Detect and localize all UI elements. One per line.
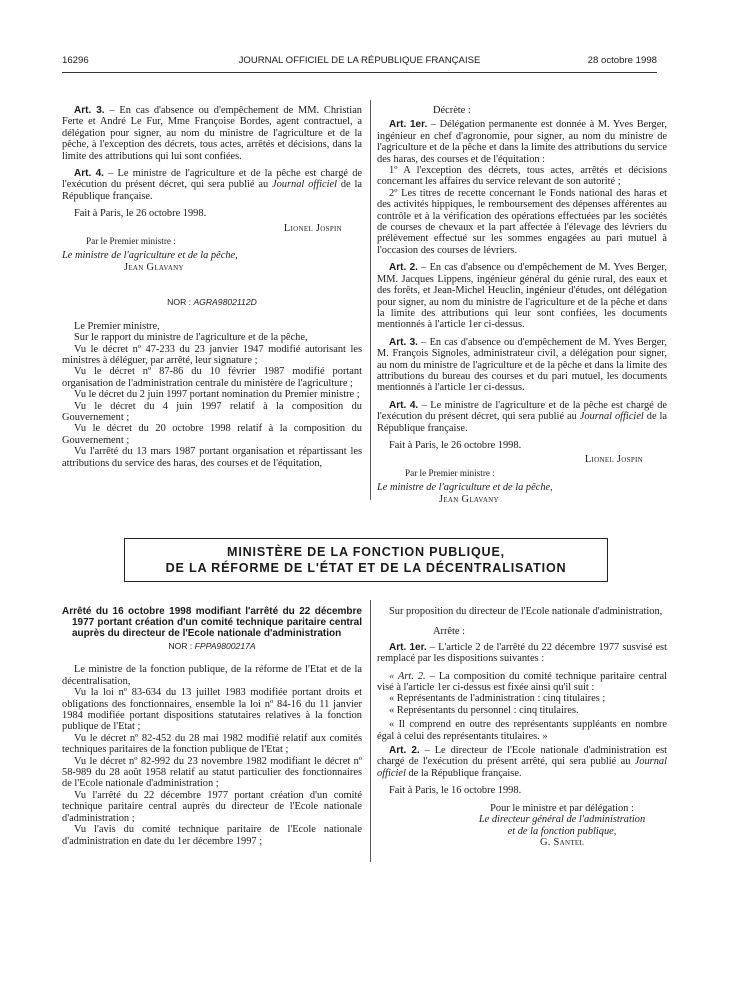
arrete: Arrête :: [433, 626, 466, 638]
preamble-item: Vu le décret nº 82-452 du 28 mai 1982 modifié relatif aux comités techniques paritaires de la fonction publique de l'Etat ;: [62, 732, 362, 756]
header-rule: [62, 72, 657, 73]
item-1: 1º A l'exception des décrets, tous actes, arrêtés et décisions concernant les affaires du service relevant de son autorité ;: [377, 165, 667, 188]
lower-right-column: [377, 606, 667, 848]
preamble-item: Vu le décret du 4 juin 1997 relatif à la composition du Gouvernement ;: [62, 400, 362, 423]
journal-title: JOURNAL OFFICIEL DE LA RÉPUBLIQUE FRANÇAISE: [238, 55, 481, 66]
fait-a-paris: Fait à Paris, le 26 octobre 1998.: [74, 208, 207, 220]
signatory: Lionel Jospin: [584, 454, 643, 466]
preamble-item: Vu le décret nº 47-233 du 23 janvier 1947 modifié autorisant les ministres à déléguer, par arrêté, leur signature ;: [62, 343, 362, 366]
preamble-item: Vu la loi nº 83-634 du 13 juillet 1983 modifiée portant droits et obligations des fonctionnaires, ensemble la loi nº 84-16 du 11 janvier 1984 modifiée portant dispositions statutaires relatives à la fonction publique de l'Etat ;: [62, 687, 362, 733]
ministry-heading-box: [124, 538, 608, 582]
preamble: [62, 664, 362, 847]
quoted-staff-representatives: « Représentants du personnel : cinq titulaires.: [389, 704, 579, 716]
par-le-premier-ministre: Par le Premier ministre :: [405, 467, 495, 478]
decrete: Décrète :: [433, 105, 471, 116]
article-1: Art. 1er. – L'article 2 de l'arrêté du 22 décembre 1977 susvisé est remplacé par les dispositions suivantes :: [377, 641, 667, 665]
ministry-heading-line-2: DE LA RÉFORME DE L'ÉTAT ET DE LA DÉCENTRALISATION: [165, 561, 567, 575]
preamble-item: Vu l'arrêté du 13 mars 1987 portant organisation et répartissant les attributions du service des haras, des courses et de l'équitation,: [62, 446, 362, 469]
director-title-line-2: et de la fonction publique,: [507, 825, 617, 837]
preamble-item: Vu le décret nº 87-86 du 10 février 1987 modifié portant organisation de l'administration centrale du ministère de l'agriculture ;: [62, 366, 362, 389]
nor-reference: NOR : FPPA9800217A: [168, 641, 256, 651]
minister-title: Le ministre de l'agriculture et de la pêche,: [62, 250, 238, 262]
lower-left-column: [62, 606, 362, 847]
article-3: Art. 3. – En cas d'absence ou d'empêchement de MM. Christian Ferte et André Le Fur, Mme Françoise Bordes, agent contractuel, a délégation pour signer, au nom du ministre de l'agriculture et de la pêche, à l'exception des décrets, tous actes, arrêtés et décisions, dans la limite des attributions qui lui sont confiées.: [62, 105, 362, 162]
nor-reference: NOR : AGRA9802112D: [167, 297, 257, 308]
preamble-item: Vu le décret nº 82-992 du 23 novembre 1982 modifiant le décret nº 58-989 du 28 août 1958 relatif au statut particulier des fonctionnaires de l'Ecole nationale d'administration ;: [62, 755, 362, 790]
preamble-item: Le ministre de la fonction publique, de la réforme de l'Etat et de la décentralisation,: [62, 664, 362, 687]
preamble-item: Sur le rapport du ministre de l'agriculture et de la pêche,: [74, 332, 308, 344]
upper-right-column: [377, 105, 667, 505]
quoted-substitutes: « Il comprend en outre des représentants suppléants en nombre égal à celui des représentants titulaires. »: [377, 719, 667, 742]
fait-a-paris: Fait à Paris, le 26 octobre 1998.: [389, 439, 522, 451]
director-name: G. Santel: [539, 836, 585, 848]
minister-name: Jean Glavany: [124, 261, 184, 273]
preamble-item: Vu le décret du 20 octobre 1998 relatif à la composition du Gouvernement ;: [62, 423, 362, 446]
preamble-item: Vu l'arrêté du 22 décembre 1977 portant création d'un comité technique paritaire central auprès du directeur de l'Ecole nationale d'administration ;: [62, 789, 362, 824]
page-number: 16296: [62, 55, 89, 66]
column-divider-upper: [370, 100, 371, 500]
pour-le-ministre: Pour le ministre et par délégation :: [490, 802, 634, 814]
preamble-item: Le Premier ministre,: [74, 320, 160, 332]
sur-proposition: Sur proposition du directeur de l'Ecole nationale d'administration,: [389, 606, 663, 617]
signatory: Lionel Jospin: [283, 222, 342, 234]
column-divider-lower: [370, 600, 371, 862]
page-header: [62, 55, 657, 71]
upper-left-column: [62, 105, 362, 469]
preamble: [62, 321, 362, 469]
issue-date: 28 octobre 1998: [587, 55, 657, 66]
article-2: Art. 2. – Le directeur de l'Ecole nationale d'administration est chargé de l'exécution du présent arrêté, qui sera publié au Journal officiel de la République française.: [377, 745, 668, 779]
ministry-heading-line-1: MINISTÈRE DE LA FONCTION PUBLIQUE,: [227, 545, 505, 559]
fait-a-paris: Fait à Paris, le 16 octobre 1998.: [389, 785, 522, 797]
quoted-admin-representatives: « Représentants de l'administration : cinq titulaires ;: [389, 693, 606, 705]
minister-name: Jean Glavany: [439, 493, 499, 505]
article-1: Art. 1er. – Délégation permanente est donnée à M. Yves Berger, ingénieur en chef d'agronomie, pour signer, au nom du ministre de l'agriculture et de la pêche et dans la limite des attributions du service des haras, des courses et de l'équitation :: [377, 119, 668, 165]
preamble-item: Vu l'avis du comité technique paritaire de l'Ecole nationale d'administration en date du 1er décembre 1997 ;: [62, 824, 362, 847]
article-2: Art. 2. – En cas d'absence ou d'empêchement de M. Yves Berger, MM. Jacques Lippens, ingénieur général du génie rural, des eaux et des forêts, et Jean-Michel Heuclin, ingénieur d'études, ont délégation pour signer, au nom du ministre de l'agriculture et de la pêche et dans la limite des attributions qui leur sont confiées, les documents mentionnés à l'article 1er ci-dessus.: [377, 262, 667, 331]
arrete-title: Arrêté du 16 octobre 1998 modifiant l'arrêté du 22 décembre 1977 portant création d'un comité technique paritaire central auprès du directeur de l'Ecole nationale d'administration: [62, 606, 362, 639]
article-4: Art. 4. – Le ministre de l'agriculture et de la pêche est chargé de l'exécution du présent décret, qui sera publié au Journal officiel de la République française.: [62, 168, 363, 202]
preamble-item: Vu le décret du 2 juin 1997 portant nomination du Premier ministre ;: [74, 389, 360, 401]
item-2: 2º Les titres de recette concernant le Fonds national des haras et des activités hippiques, le remboursement des dépenses afférentes au contrôle et à la vérification des opérations effectuées par les sociétés de courses de chevaux et la part affectée à l'élevage des lévriers du prélèvement effectué sur les sommes engagées au pari mutuel à l'occasion des courses de lévriers.: [377, 187, 667, 256]
article-4: Art. 4. – Le ministre de l'agriculture et de la pêche est chargé de l'exécution du présent décret, qui sera publié au Journal officiel de la République française.: [377, 399, 668, 434]
article-3: Art. 3. – En cas d'absence ou d'empêchement de M. Yves Berger, M. François Signoles, administrateur civil, a délégation pour signer, au nom du ministre de l'agriculture et de la pêche et dans la limite des attributions du bureau des courses et du pari mutuel, les documents mentionnés à l'article 1er ci-dessus.: [377, 336, 667, 394]
signature-block: [377, 803, 667, 849]
minister-title: Le ministre de l'agriculture et de la pêche,: [377, 482, 553, 494]
quoted-article-2: « Art. 2. – La composition du comité technique paritaire central visé à l'article 1er ci-dessus est fixée ainsi qu'il suit :: [377, 670, 667, 694]
director-title-line-1: Le directeur général de l'administration: [478, 814, 646, 826]
par-le-premier-ministre: Par le Premier ministre :: [86, 236, 176, 247]
